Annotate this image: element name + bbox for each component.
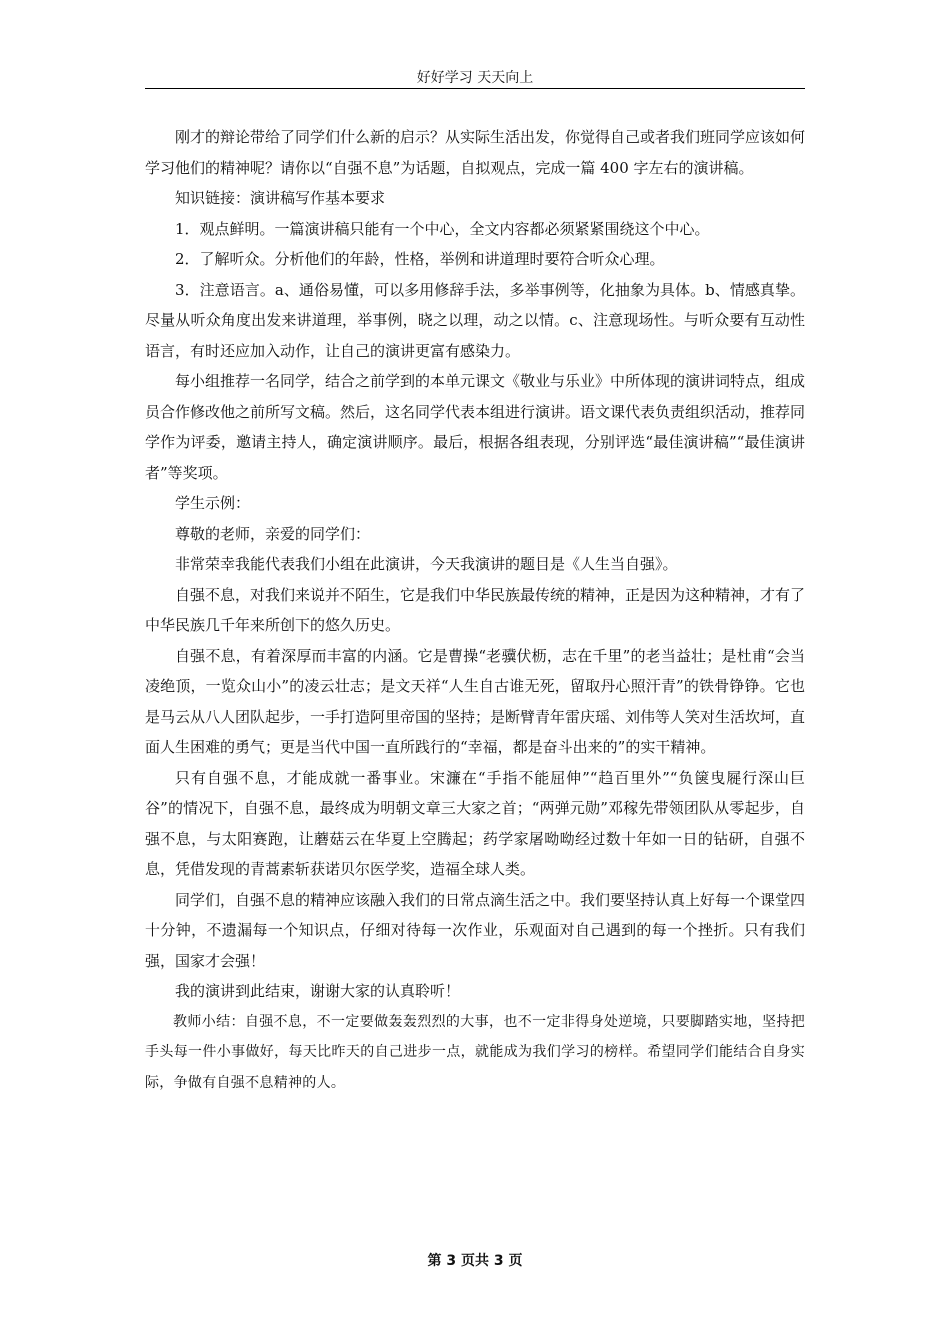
speech-paragraph: 同学们，自强不息的精神应该融入我们的日常点滴生活之中。我们要坚持认真上好每一个课堂四十分钟，不遗漏每一个知识点，仔细对待每一次作业，乐观面对自己遇到的每一个挫折。只有我们强，国家才会强！ [145, 890, 806, 970]
document-body [145, 122, 805, 1098]
speech-paragraph: 只有自强不息，才能成就一番事业。宋濂在“手指不能屈伸”“趋百里外”“负箧曳屣行深山巨谷”的情况下，自强不息，最终成为明朝文章三大家之首；“两弹元勋”邓稼先带领团队从零起步，自强不息，与太阳赛跑，让蘑菇云在华夏上空腾起；药学家屠呦呦经过数十年如一日的钻研，自强不息，凭借发现的青蒿素斩获诺贝尔医学奖，造福全球人类。 [145, 768, 805, 878]
speech-closing: 我的演讲到此结束，谢谢大家的认真聆听！ [175, 982, 461, 1000]
student-example-label: 学生示例： [175, 494, 251, 512]
activity-instructions-paragraph: 每小组推荐一名同学，结合之前学到的本单元课文《敬业与乐业》中所体现的演讲词特点，组成员合作修改他之前所写文稿。然后，这名同学代表本组进行演讲。语文课代表负责组织活动，推荐同学作为评委，邀请主持人，确定演讲顺序。最后，根据各组表现，分别评选“最佳演讲稿”“最佳演讲者”等奖项。 [145, 372, 806, 482]
speech-salutation: 尊敬的老师，亲爱的同学们： [175, 524, 371, 543]
speech-paragraph: 自强不息，有着深厚而丰富的内涵。它是曹操“老骥伏枥，志在千里”的老当益壮；是杜甫“会当凌绝顶，一览众山小”的凌云壮志；是文天祥“人生自古谁无死，留取丹心照汗青”的铁骨铮铮。它也是马云从八人团队起步，一手打造阿里帝国的坚持；是断臂青年雷庆瑶、刘伟等人笑对生活坎坷，直面人生困难的勇气；更是当代中国一直所践行的“幸福，都是奋斗出来的”的实干精神。 [145, 646, 806, 756]
requirement-item-2: 2．了解听众。分析他们的年龄，性格，举例和讲道理时要符合听众心理。 [175, 250, 665, 268]
requirement-item-3: 3．注意语言。a、通俗易懂，可以多用修辞手法，多举事例等，化抽象为具体。b、情感真挚。尽量从听众角度出发来讲道理，举事例，晓之以理，动之以情。c、注意现场性。与听众要有互动性语言，有时还应加入动作，让自己的演讲更富有感染力。 [145, 280, 805, 360]
requirement-item-1: 1．观点鲜明。一篇演讲稿只能有一个中心，全文内容都必须紧紧围绕这个中心。 [175, 219, 710, 238]
speech-paragraph: 非常荣幸我能代表我们小组在此演讲，今天我演讲的题目是《人生当自强》。 [175, 555, 678, 573]
teacher-summary-paragraph: 教师小结：自强不息，不一定要做轰轰烈烈的大事，也不一定非得身处逆境，只要脚踏实地，坚持把手头每一件小事做好，每天比昨天的自己进步一点，就能成为我们学习的榜样。希望同学们能结合自身实际，争做有自强不息精神的人。 [145, 1013, 805, 1091]
speech-paragraph: 自强不息，对我们来说并不陌生，它是我们中华民族最传统的精神，正是因为这种精神，才有了中华民族几千年来所创下的悠久历史。 [145, 585, 806, 634]
knowledge-link-heading: 知识链接：演讲稿写作基本要求 [175, 189, 386, 207]
page-number-footer: 第 3 页共 3 页 [427, 1253, 523, 1269]
page-header: 好好学习 天天向上 [145, 68, 805, 89]
task-prompt-paragraph: 刚才的辩论带给了同学们什么新的启示？从实际生活出发，你觉得自己或者我们班同学应该如何学习他们的精神呢？请你以“自强不息”为话题，自拟观点，完成一篇 400 字左右的演讲稿。 [145, 128, 806, 177]
